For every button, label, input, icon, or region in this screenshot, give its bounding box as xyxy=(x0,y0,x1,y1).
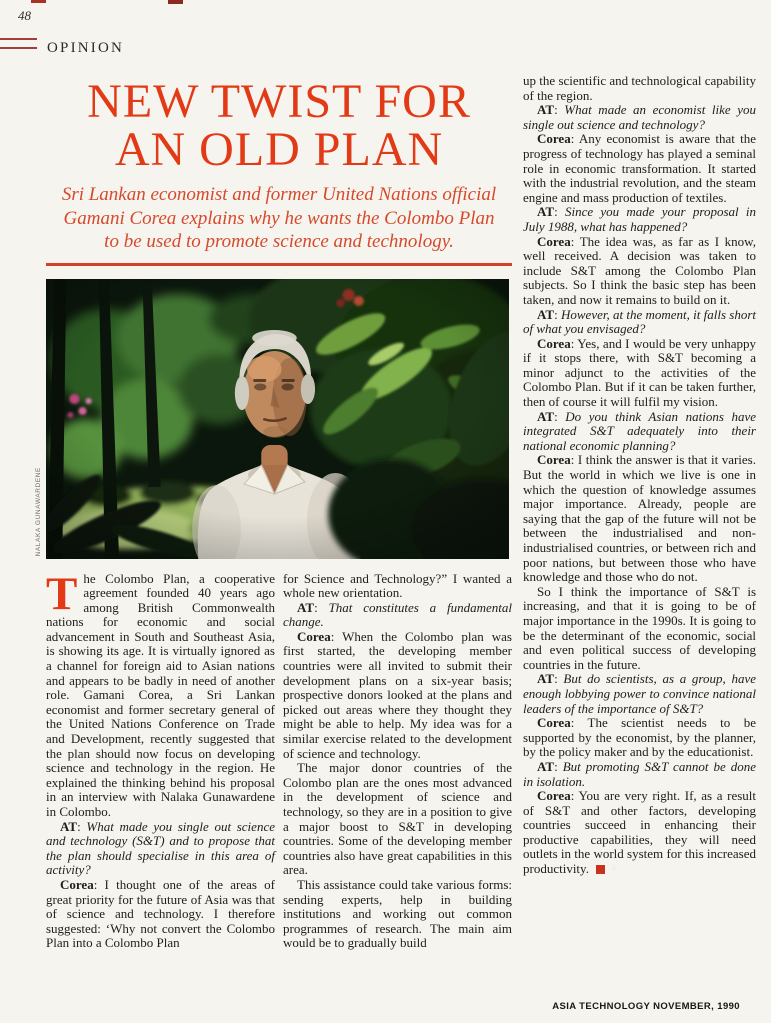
paragraph: This assistance could take various forms: sending experts, help in building institutions and working out common programmes of research. The main aim would be to gradually build xyxy=(283,876,512,951)
paragraph: Corea: You are very right. If, as a result of S&T and other factors, developing countries succeed in enhancing their productive capabilities, they will need outlets in the world system for this increased productivity.✳ xyxy=(523,789,756,877)
paragraph: Corea: I thought one of the areas of great priority for the future of Asia was that of science and technology. I therefore suggested: ‘Why not convert the Colombo Plan into a Colombo Plan xyxy=(46,876,275,951)
speaker-label: Corea xyxy=(537,715,571,731)
speaker-label: AT xyxy=(537,758,555,774)
paragraph: AT: What made an economist like you single out science and technology? xyxy=(523,102,756,132)
portrait-photo xyxy=(35,279,509,559)
question-text: Do you think Asian nations have integrated S&T adequately into their national economic planning? xyxy=(523,408,756,453)
speaker-label: Corea xyxy=(537,335,571,351)
drop-cap: T xyxy=(46,567,78,620)
paragraph: Corea: I think the answer is that it varies. But the world in which we live is one in which the question of knowledge assumes major importance. Already, people are saying that the gap of the future will not be between the industrialised and non-industrialised countries, or between rich and poor nations, but between those who have knowledge and those who do not. xyxy=(523,452,756,585)
paragraph: up the scientific and technological capability of the region. xyxy=(523,73,756,103)
photo-credit: NALAKA GUNAWARDENE xyxy=(35,467,42,557)
paragraph: AT: What made you single out science and technology (S&T) and to propose that the plan should specialise in this area of activity? xyxy=(46,818,275,878)
paragraph: Corea: When the Colombo plan was first started, the developing member countries were all invited to submit their development plans on a six-year basis; prospective donors looked at the plans and picked out areas where they thought they might be able to help. My idea was for a similar exercise related to the development of science and technology. xyxy=(283,628,512,761)
speaker-label: AT xyxy=(537,408,555,424)
magazine-footer: ASIA TECHNOLOGY NOVEMBER, 1990 xyxy=(552,1001,740,1012)
divider-rule xyxy=(46,263,512,266)
answer-text: I think the answer is that it varies. But the world in which we live is one in which the question of knowledge assumes major importance. Already, people are saying that the gap of the future will not be between the industrialised and non-industrialised countries, or between rich and poor nations, but between those who have knowledge and those who do not. xyxy=(523,452,756,585)
paragraph: The major donor countries of the Colombo plan are the ones most advanced in the development of science and technology, so they are in a position to give a major boost to S&T in developing countries. Some of the developing member countries also have great capabilities in this area. xyxy=(283,760,512,878)
paragraph: So I think the importance of S&T is increasing, and that it is going to be of major importance in the 1990s. It is going to be the determinant of the economic, social and even political success of developing countries in the future. xyxy=(523,583,756,672)
article-column-left xyxy=(46,567,275,951)
paragraph: The Colombo Plan, a cooperative agreement founded 40 years ago among British Commonwealth nations for economic and social advancement in South and Southeast Asia, is showing its age. It is virtually ignored as a channel for foreign aid to Asian nations and appears to be badly in need of another role. Gamani Corea, a Sri Lankan economist and former secretary general of the United Nations Conference on Trade and Development, recently suggested that the plan should now focus on developing science and technology in the region. He explained the thinking behind his proposal in an interview with Nalaka Gunawardene in Colombo. xyxy=(46,567,275,819)
speaker-label: AT xyxy=(537,306,555,322)
paragraph: Corea: The scientist needs to be supported by the economist, by the planner, by the policy maker and by the educationist. xyxy=(523,715,756,760)
speaker-label: Corea xyxy=(537,131,571,147)
paragraph: Corea: Any economist is aware that the progress of technology has played a seminal role in economic transformation. It started with the industrial revolution, and the steam engine and mass production of textiles. xyxy=(523,131,756,205)
question-text: However, at the moment, it falls short of what you envisaged? xyxy=(523,306,756,337)
body-columns xyxy=(46,567,512,951)
section-rules xyxy=(0,38,37,56)
article-column-right xyxy=(523,74,756,877)
speaker-label: Corea xyxy=(297,628,331,644)
end-of-article-mark xyxy=(596,865,605,874)
answer-text: I thought one of the areas of great priority for the future of Asia was that of science and technology. I therefore suggested: ‘Why not convert the Colombo Plan into a Colombo Plan xyxy=(46,876,275,951)
speaker-label: Corea xyxy=(537,452,571,468)
paragraph: AT: Do you think Asian nations have integrated S&T adequately into their national economic planning? xyxy=(523,408,756,453)
paragraph: AT: Since you made your proposal in July 1988, what has happened? xyxy=(523,204,756,234)
speaker-label: Corea xyxy=(537,233,571,249)
article-standfirst: Sri Lankan economist and former United Nations official Gamani Corea explains why he wants the Colombo Plan to be used to promote science and technology. xyxy=(61,184,497,252)
answer-text: You are very right. If, as a result of S&T and other factors, developing countries succeed in enhancing their productive capabilities, they will need outlets in the world system for this increased productivity. xyxy=(523,788,756,877)
question-text: But do scientists, as a group, have enough lobbying power to convince national leaders of the importance of S&T? xyxy=(523,671,756,716)
speaker-label: AT xyxy=(537,204,555,220)
paragraph: AT: However, at the moment, it falls short of what you envisaged? xyxy=(523,306,756,337)
red-rule xyxy=(0,47,37,49)
article-title-line2: AN OLD PLAN xyxy=(114,123,444,176)
article-column-middle xyxy=(283,572,512,951)
answer-text: Yes, and I would be very unhappy if it stops there, with S&T becoming a minor adjunct to the activities of the Colombo Plan. But if it can be taken further, then of course it will fulfil my vision. xyxy=(523,335,756,410)
article-title-line1: NEW TWIST FOR xyxy=(87,75,471,128)
print-crop-mark xyxy=(168,0,183,4)
answer-text: The idea was, as far as I know, well received. A decision was taken to include S&T among the Colombo Plan subjects. So I think the basic step has been taken, and now it remains to build on it. xyxy=(523,233,756,307)
speaker-label: Corea xyxy=(60,876,94,892)
portrait-photo-illustration xyxy=(46,279,509,559)
question-text: What made an economist like you single out science and technology? xyxy=(523,102,756,132)
question-text: What made you single out science and technology (S&T) and to propose that the plan should specialise in this area of activity? xyxy=(46,818,275,878)
paragraph: Corea: Yes, and I would be very unhappy if it stops there, with S&T becoming a minor adjunct to the activities of the Colombo Plan. But if it can be taken further, then of course it will fulfil my vision. xyxy=(523,335,756,410)
article-title xyxy=(46,75,512,176)
paragraph: Corea: The idea was, as far as I know, well received. A decision was taken to include S&T among the Colombo Plan subjects. So I think the basic step has been taken, and now it remains to build on it. xyxy=(523,233,756,307)
red-rule xyxy=(0,38,37,40)
article-main-area xyxy=(35,75,512,951)
paragraph: AT: That constitutes a fundamental change. xyxy=(283,599,512,630)
paragraph: for Science and Technology?” I wanted a whole new orientation. xyxy=(283,570,512,601)
answer-text: Any economist is aware that the progress of technology has played a seminal role in economic transformation. It started with the industrial revolution, and the steam engine and mass production of textiles. xyxy=(523,131,756,205)
paragraph: AT: But promoting S&T cannot be done in isolation. xyxy=(523,758,756,789)
section-label: OPINION xyxy=(47,40,125,56)
answer-text: The scientist needs to be supported by the economist, by the planner, by the policy maker and by the educationist. xyxy=(523,715,756,760)
speaker-label: AT xyxy=(297,599,315,615)
question-text: But promoting S&T cannot be done in isolation. xyxy=(523,758,756,789)
speaker-label: AT xyxy=(537,671,555,687)
question-text: That constitutes a fundamental change. xyxy=(283,599,512,630)
paragraph: AT: But do scientists, as a group, have enough lobbying power to convince national leaders of the importance of S&T? xyxy=(523,671,756,716)
answer-text: When the Colombo plan was first started, the developing member countries were all invited to submit their development plans on a six-year basis; prospective donors looked at the plans and picked out areas where they thought they might be able to help. My idea was for a similar exercise related to the development of science and technology. xyxy=(283,628,512,761)
question-text: Since you made your proposal in July 1988, what has happened? xyxy=(523,204,756,234)
speaker-label: Corea xyxy=(537,788,571,804)
speaker-label: AT xyxy=(537,102,555,118)
print-crop-mark xyxy=(31,0,46,3)
speaker-label: AT xyxy=(60,818,78,834)
page-number: 48 xyxy=(18,8,31,23)
